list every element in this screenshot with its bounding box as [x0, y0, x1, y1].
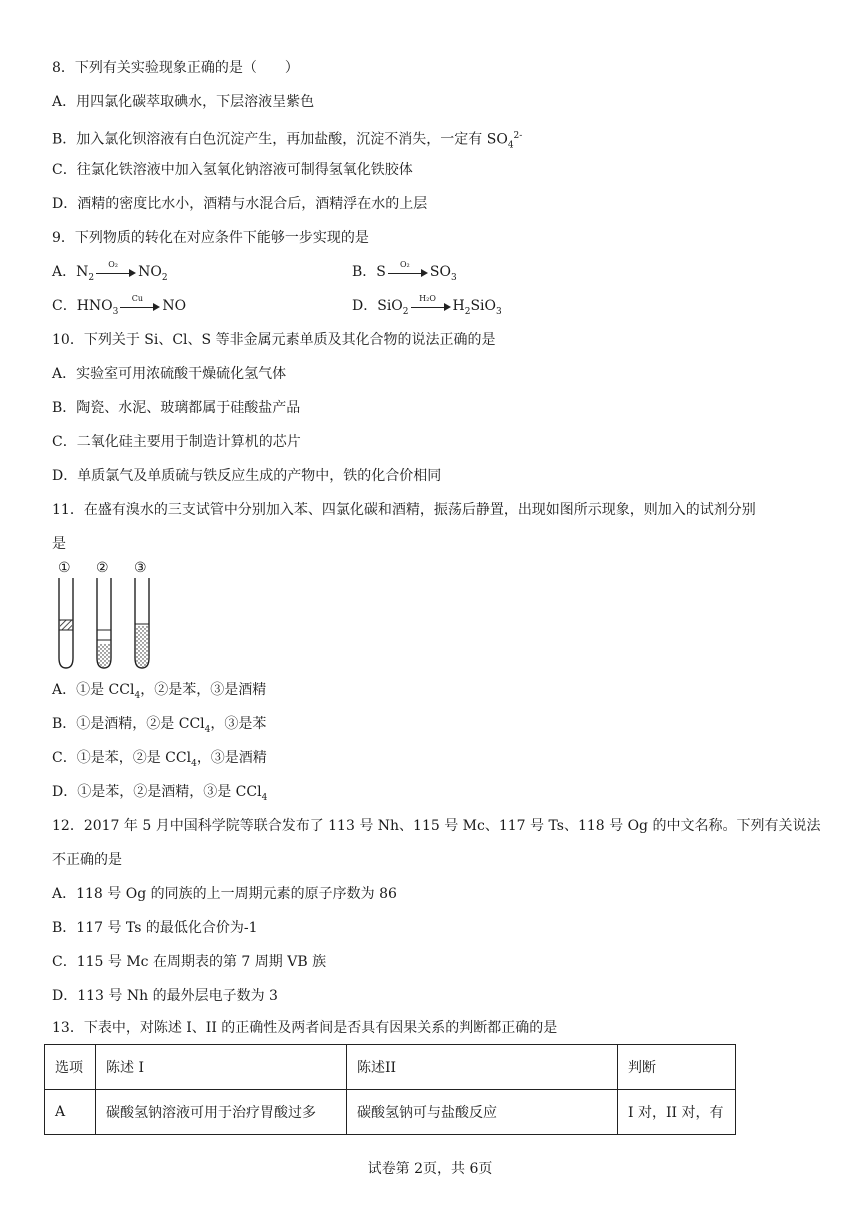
q11-option-a: A．①是 CCl$_4$，②是苯，③是酒精	[52, 682, 267, 701]
page-footer: 试卷第 2页，共 6页	[367, 1161, 493, 1177]
q13-table	[44, 1044, 736, 1135]
q9-option-c: C．$HNO_3$ Cu NO	[52, 294, 187, 317]
tube-label-3: ③	[134, 560, 147, 576]
q10-option-c: C．二氧化硅主要用于制造计算机的芯片	[52, 434, 301, 450]
q10-stem: 10．下列关于 Si、Cl、S 等非金属元素单质及其化合物的说法正确的是	[52, 332, 496, 348]
table-cell: 碳酸氢钠溶液可用于治疗胃酸过多	[96, 1090, 347, 1135]
q12-option-d: D．113 号 Nh 的最外层电子数为 3	[52, 988, 278, 1004]
reaction-arrow: H₂O	[411, 300, 451, 312]
tube-label-1: ①	[58, 560, 71, 576]
q8-option-b: B．加入氯化钡溶液有白色沉淀产生，再加盐酸，沉淀不消失，一定有 $SO_4^{2-}$	[52, 131, 523, 151]
q12-option-a: A．118 号 Og 的同族的上一周期元素的原子序数为 86	[52, 886, 397, 902]
table-header-row	[45, 1045, 736, 1090]
q10-option-a: A．实验室可用浓硫酸干燥硫化氢气体	[52, 366, 287, 382]
q11-option-c: C．①是苯，②是 CCl$_4$，③是酒精	[52, 750, 267, 769]
q11-option-b: B．①是酒精，②是 CCl$_4$，③是苯	[52, 716, 267, 735]
reaction-arrow: O₂	[388, 266, 428, 278]
table-cell: A	[45, 1090, 96, 1135]
q11-stem-cont: 是	[52, 536, 66, 552]
q13-stem: 13．下表中，对陈述 I、II 的正确性及两者间是否具有因果关系的判断都正确的是	[52, 1020, 558, 1036]
q12-stem-cont: 不正确的是	[52, 852, 122, 868]
reaction-arrow: Cu	[120, 300, 160, 312]
q9-option-d: D．SiO$_2$ H₂O $H_2SiO_3$	[352, 294, 502, 317]
table-cell: 碳酸氢钠可与盐酸反应	[347, 1090, 618, 1135]
table-cell: I 对，II 对，有	[618, 1090, 736, 1135]
q12-option-b: B．117 号 Ts 的最低化合价为-1	[52, 920, 258, 936]
table-header-cell: 选项	[45, 1045, 96, 1090]
q9-option-b: B．S O₂ $SO_3$	[352, 260, 457, 283]
q10-option-d: D．单质氯气及单质硫与铁反应生成的产物中，铁的化合价相同	[52, 468, 442, 484]
q8-option-a: A．用四氯化碳萃取碘水，下层溶液呈紫色	[52, 94, 315, 110]
q10-option-b: B．陶瓷、水泥、玻璃都属于硅酸盐产品	[52, 400, 301, 416]
q11-stem: 11．在盛有溴水的三支试管中分别加入苯、四氯化碳和酒精，振荡后静置，出现如图所示现象，则加入的试剂分别	[52, 502, 756, 518]
q12-option-c: C．115 号 Mc 在周期表的第 7 周期 VB 族	[52, 954, 327, 970]
table-header-cell: 判断	[618, 1045, 736, 1090]
q8-stem: 8．下列有关实验现象正确的是（ ）	[52, 60, 299, 76]
q8-option-c: C．往氯化铁溶液中加入氢氧化钠溶液可制得氢氧化铁胶体	[52, 162, 413, 178]
q9-stem: 9．下列物质的转化在对应条件下能够一步实现的是	[52, 230, 369, 246]
table-row	[45, 1090, 736, 1135]
q11-option-d: D．①是苯，②是酒精，③是 CCl$_4$	[52, 784, 268, 803]
reaction-arrow: O₂	[96, 266, 136, 278]
table-header-cell: 陈述 I	[96, 1045, 347, 1090]
q8-option-d: D．酒精的密度比水小，酒精与水混合后，酒精浮在水的上层	[52, 196, 428, 212]
tube-label-2: ②	[96, 560, 109, 576]
test-tubes-figure	[52, 560, 162, 672]
table-header-cell: 陈述II	[347, 1045, 618, 1090]
q9-option-a: A．$N_2$ O₂ $NO_2$	[52, 260, 168, 283]
q12-stem: 12．2017 年 5 月中国科学院等联合发布了 113 号 Nh、115 号 Mc、117 号 Ts、118 号 Og 的中文名称。下列有关说法	[52, 818, 821, 834]
test-tubes-drawing	[52, 560, 162, 672]
